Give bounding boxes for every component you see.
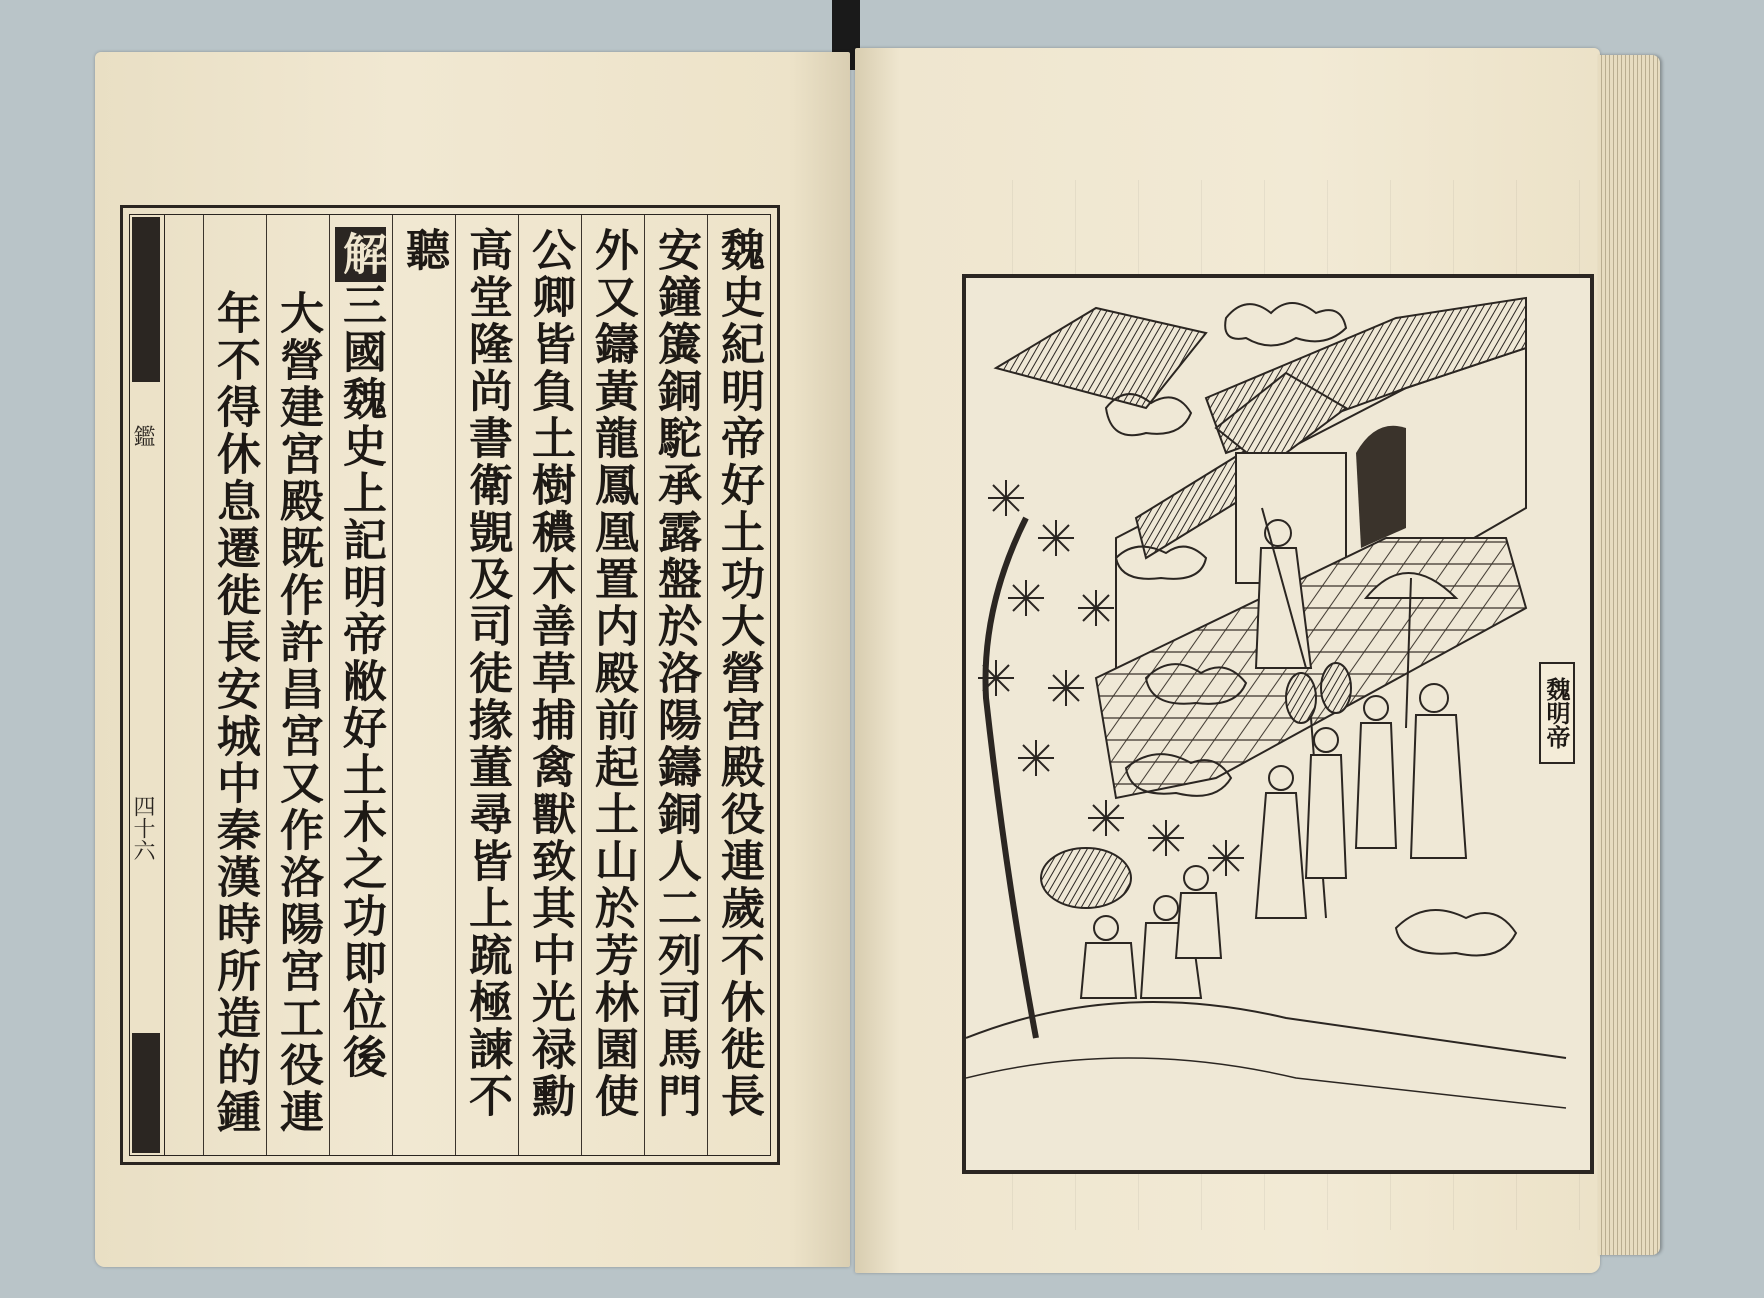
commentary-column xyxy=(329,215,392,1155)
commentary-badge: 解 xyxy=(335,227,386,282)
text-column: 安鐘簴銅駝承露盤於洛陽鑄銅人二列司馬門 xyxy=(644,215,707,1155)
page-margin-column xyxy=(130,215,165,1155)
margin-title: 鑑 xyxy=(130,425,155,447)
margin-fishtail-bottom xyxy=(132,1033,160,1153)
text-column: 高堂隆尚書衛覬及司徒掾董尋皆上䟽極諫不 xyxy=(455,215,518,1155)
margin-fishtail-top xyxy=(132,217,160,382)
commentary-text: 三國魏史上記明帝敝好土木之功即位後 xyxy=(335,282,386,1081)
book-fore-edge xyxy=(1598,55,1660,1255)
commentary-column: 年不得休息遷徙長安城中秦漢時所造的鍾 xyxy=(203,215,266,1155)
illustration-drawing xyxy=(966,278,1590,1170)
text-frame-inner xyxy=(129,214,771,1156)
commentary-column: 大營建宮殿既作許昌宮又作洛陽宮工役連 xyxy=(266,215,329,1155)
woodblock-illustration xyxy=(962,274,1594,1174)
text-columns xyxy=(166,215,770,1155)
text-column: 公卿皆負土樹穠木善草捕禽獸致其中光禄勳 xyxy=(518,215,581,1155)
text-column: 聽 xyxy=(392,215,455,1155)
folio-number: 四十六 xyxy=(130,795,155,861)
text-column: 外又鑄黃龍鳳凰置内殿前起土山於芳林園使 xyxy=(581,215,644,1155)
figure-caption-label: 魏明帝 xyxy=(1539,662,1575,764)
text-column: 魏史紀明帝好土功大營宮殿役連歲不休徙長 xyxy=(707,215,770,1155)
text-frame xyxy=(120,205,780,1165)
